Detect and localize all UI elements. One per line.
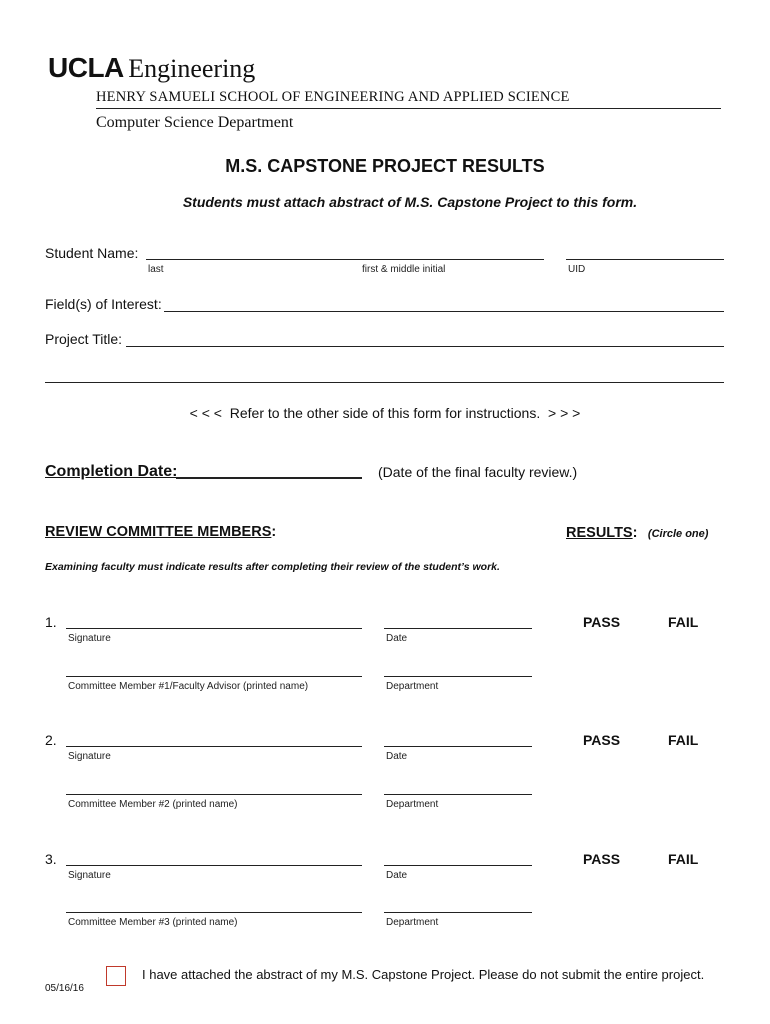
printed-name-hint: Committee Member #2 (printed name) <box>68 799 238 810</box>
signature-hint: Signature <box>68 633 111 644</box>
results-colon: : <box>632 525 638 541</box>
pass-option[interactable]: PASS <box>583 614 621 630</box>
project-title-label: Project Title: <box>45 331 123 347</box>
logo-engineering-text: Engineering <box>128 54 256 83</box>
member-number: 3. <box>45 851 57 867</box>
department-hint: Department <box>386 917 439 928</box>
project-title-field[interactable] <box>126 346 724 347</box>
member-printed-name-field[interactable] <box>66 676 362 677</box>
member-signature-field[interactable] <box>66 628 362 629</box>
fields-of-interest-label: Field(s) of Interest: <box>45 296 162 312</box>
fail-option[interactable]: FAIL <box>668 614 699 630</box>
student-name-label: Student Name: <box>45 245 139 261</box>
pass-option[interactable]: PASS <box>583 732 621 748</box>
review-committee-heading-text: REVIEW COMMITTEE MEMBERS <box>45 524 272 540</box>
abstract-attached-text: I have attached the abstract of my M.S. Capstone Project. Please do not submit the entire project. <box>142 967 705 982</box>
first-middle-hint: first & middle initial <box>362 264 446 275</box>
uid-field[interactable] <box>566 259 724 260</box>
member-date-field[interactable] <box>384 628 532 629</box>
form-title: M.S. CAPSTONE PROJECT RESULTS <box>225 156 545 176</box>
pass-option[interactable]: PASS <box>583 851 621 867</box>
form-version-date: 05/16/16 <box>45 983 84 994</box>
date-hint: Date <box>386 751 408 762</box>
fail-option[interactable]: FAIL <box>668 851 699 867</box>
member-department-field[interactable] <box>384 676 532 677</box>
results-heading <box>566 524 708 542</box>
form-subtitle: Students must attach abstract of M.S. Capstone Project to this form. <box>182 194 638 210</box>
member-number: 1. <box>45 614 57 630</box>
member-printed-name-field[interactable] <box>66 794 362 795</box>
project-title-field-2[interactable] <box>45 382 724 383</box>
member-department-field[interactable] <box>384 912 532 913</box>
fields-of-interest-field[interactable] <box>164 311 724 312</box>
member-printed-name-field[interactable] <box>66 912 362 913</box>
signature-hint: Signature <box>68 870 111 881</box>
date-hint: Date <box>386 870 408 881</box>
fail-option[interactable]: FAIL <box>668 732 699 748</box>
student-name-field[interactable] <box>146 259 544 260</box>
review-committee-colon: : <box>271 524 277 540</box>
member-signature-field[interactable] <box>66 746 362 747</box>
date-hint: Date <box>386 633 408 644</box>
review-committee-heading <box>45 524 276 540</box>
school-name: HENRY SAMUELI SCHOOL OF ENGINEERING AND APPLIED SCIENCE <box>96 89 570 105</box>
printed-name-hint: Committee Member #3 (printed name) <box>68 917 238 928</box>
logo-ucla-text: UCLA <box>48 52 124 83</box>
last-name-hint: last <box>148 264 164 275</box>
department-hint: Department <box>386 681 439 692</box>
header-divider <box>96 108 721 109</box>
completion-date-field[interactable] <box>176 477 362 479</box>
department-hint: Department <box>386 799 439 810</box>
member-date-field[interactable] <box>384 746 532 747</box>
results-heading-text: RESULTS <box>566 525 633 541</box>
uid-hint: UID <box>568 264 586 275</box>
department-name: Computer Science Department <box>96 114 294 131</box>
member-signature-field[interactable] <box>66 865 362 866</box>
member-number: 2. <box>45 732 57 748</box>
printed-name-hint: Committee Member #1/Faculty Advisor (printed name) <box>68 681 309 692</box>
signature-hint: Signature <box>68 751 111 762</box>
completion-date-label: Completion Date: <box>45 463 178 480</box>
ucla-engineering-logo <box>48 52 255 84</box>
circle-one-note: (Circle one) <box>647 528 709 540</box>
examining-faculty-note: Examining faculty must indicate results after completing their review of the student’s work. <box>45 561 500 573</box>
member-department-field[interactable] <box>384 794 532 795</box>
completion-date-note: (Date of the final faculty review.) <box>378 464 578 480</box>
member-date-field[interactable] <box>384 865 532 866</box>
instructions-note: < < < Refer to the other side of this form for instructions. > > > <box>189 405 581 421</box>
abstract-attached-checkbox[interactable] <box>106 966 126 986</box>
